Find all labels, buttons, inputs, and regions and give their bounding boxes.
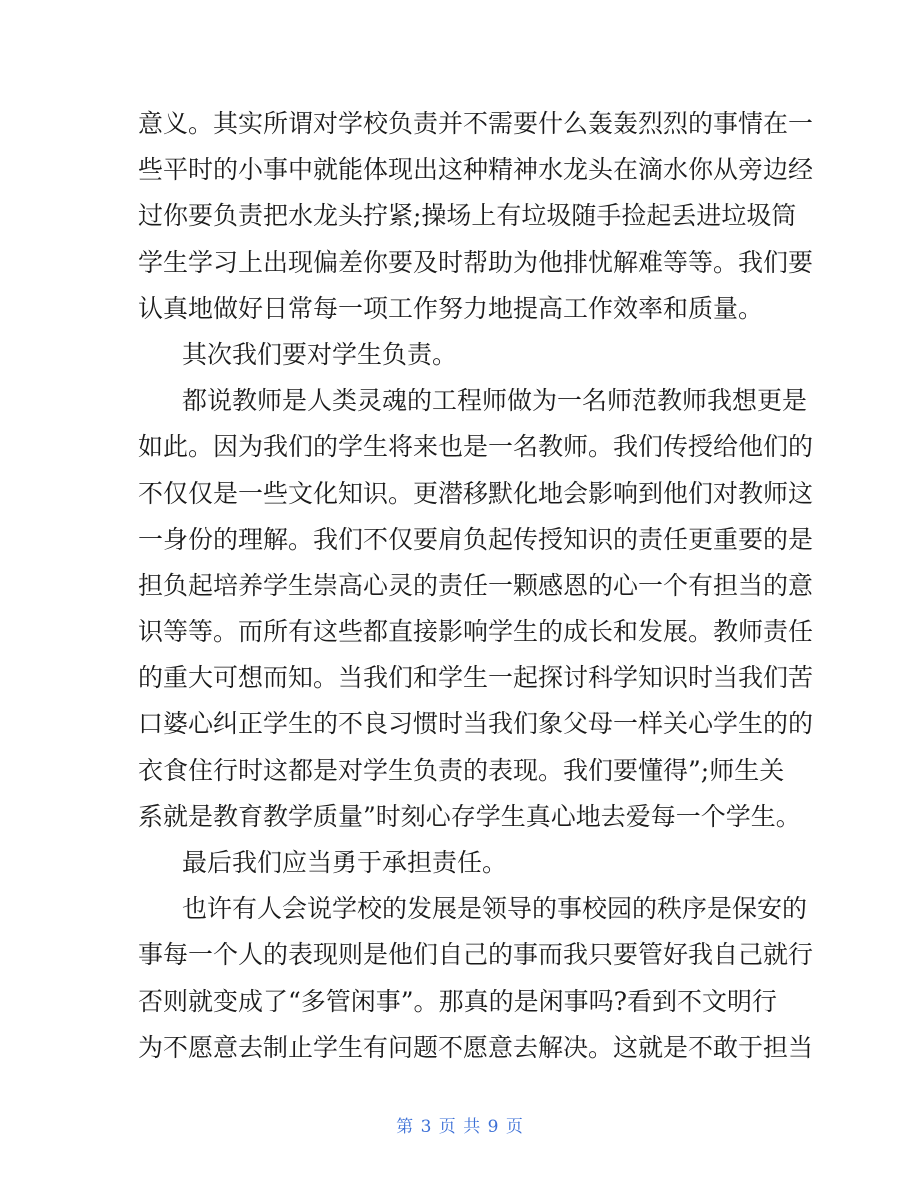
text-line: 不仅仅是一些文化知识。更潜移默化地会影响到他们对教师这 bbox=[138, 478, 814, 508]
text-line: 过你要负责把水龙头拧紧;操场上有垃圾随手捡起丢进垃圾筒 bbox=[138, 201, 797, 231]
text-line: 否则就变成了“多管闲事”。那真的是闲事吗?看到不文明行 bbox=[138, 986, 777, 1016]
text-line: 识等等。而所有这些都直接影响学生的成长和发展。教师责任 bbox=[138, 617, 814, 647]
text-line: 也许有人会说学校的发展是领导的事校园的秩序是保安的 bbox=[182, 894, 808, 924]
text-line: 认真地做好日常每一项工作努力地提高工作效率和质量。 bbox=[138, 293, 764, 323]
text-line: 担负起培养学生崇高心灵的责任一颗感恩的心一个有担当的意 bbox=[138, 570, 814, 600]
text-line: 都说教师是人类灵魂的工程师做为一名师范教师我想更是 bbox=[182, 386, 808, 416]
text-line: 学生学习上出现偏差你要及时帮助为他排忧解难等等。我们要 bbox=[138, 247, 814, 277]
page-number-label: 第 3 页 共 9 页 bbox=[396, 1117, 524, 1137]
text-line: 一身份的理解。我们不仅要肩负起传授知识的责任更重要的是 bbox=[138, 524, 814, 554]
text-line: 的重大可想而知。当我们和学生一起探讨科学知识时当我们苦 bbox=[138, 663, 814, 693]
text-line: 口婆心纠正学生的不良习惯时当我们象父母一样关心学生的的 bbox=[138, 709, 814, 739]
text-line: 些平时的小事中就能体现出这种精神水龙头在滴水你从旁边经 bbox=[138, 155, 814, 185]
text-line: 其次我们要对学生负责。 bbox=[182, 339, 458, 369]
page-footer bbox=[0, 1112, 920, 1137]
text-line: 系就是教育教学质量”时刻心存学生真心地去爱每一个学生。 bbox=[138, 801, 801, 831]
text-line: 如此。因为我们的学生将来也是一名教师。我们传授给他们的 bbox=[138, 432, 814, 462]
text-line: 最后我们应当勇于承担责任。 bbox=[182, 848, 508, 877]
text-line: 意义。其实所谓对学校负责并不需要什么轰轰烈烈的事情在一 bbox=[138, 109, 814, 138]
document-body bbox=[138, 101, 814, 1071]
text-line: 事每一个人的表现则是他们自己的事而我只要管好我自己就行 bbox=[138, 940, 814, 970]
text-line: 衣食住行时这都是对学生负责的表现。我们要懂得”;师生关 bbox=[138, 755, 785, 785]
text-line: 为不愿意去制止学生有问题不愿意去解决。这就是不敢于担当 bbox=[138, 1032, 814, 1062]
